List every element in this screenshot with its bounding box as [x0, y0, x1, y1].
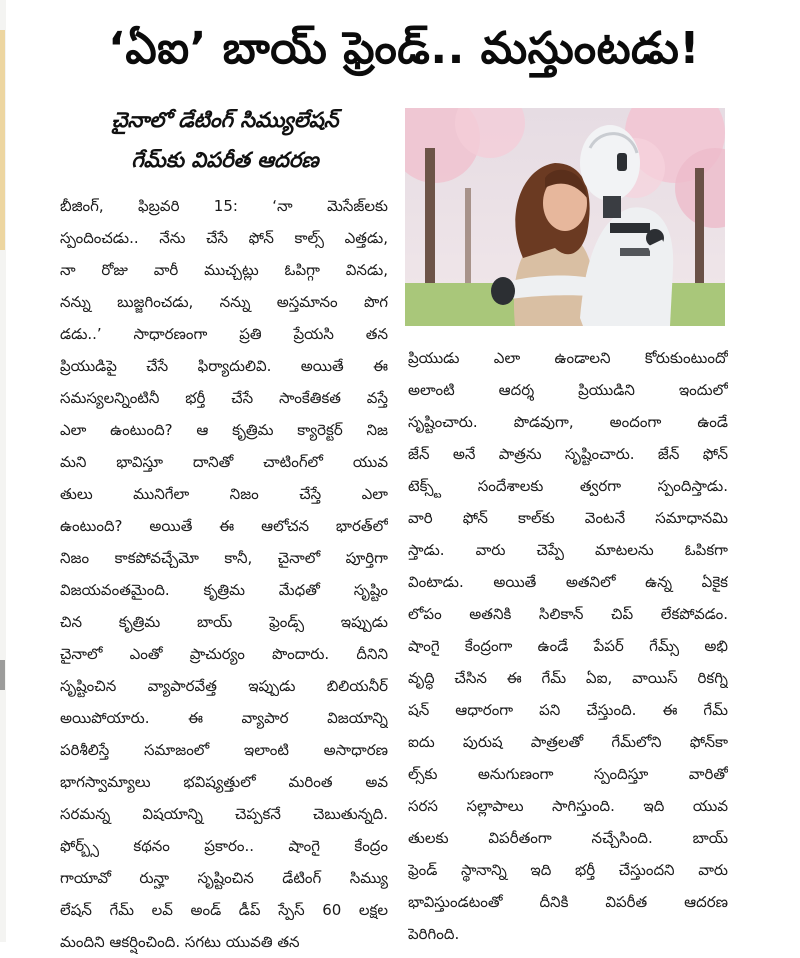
body-line: డడు..’ సాధారణంగా ప్రతి ప్రేయసి తన — [60, 325, 388, 343]
body-line: స్తాడు. వారు చెప్పే మాటలను ఓపికగా — [408, 541, 728, 559]
body-line: మని భావిస్తూ దానితో చాటింగ్‌లో యువ — [60, 453, 388, 471]
body-line: ల్స్‌కు అనుగుణంగా స్పందిస్తూ వారితో — [408, 765, 728, 783]
body-line: వారి ఫోన్‌ కాల్‌కు వెంటనే సమాధానమి — [408, 509, 728, 527]
body-line: బీజింగ్‌, ఫిబ్రవరి 15: ‘నా మెసేజ్‌లకు — [60, 197, 388, 215]
body-line: టెక్స్ట్‌ సందేశాలకు త్వరగా స్పందిస్తాడు. — [408, 477, 728, 495]
body-line: నన్ను బుజ్జగించడు, నన్ను అస్తమానం పొగ — [60, 293, 388, 311]
body-line: విజయవంతమైంది. కృత్రిమ మేధతో సృష్టిం — [60, 581, 388, 599]
body-line: చిన కృత్రిమ బాయ్‌ ఫ్రెండ్స్‌ ఇప్పుడు — [60, 613, 388, 631]
body-line: తులు మునిగేలా నిజం చేస్తే ఎలా — [60, 485, 388, 503]
body-line: వృద్ధి చేసిన ఈ గేమ్‌ ఏఐ, వాయిస్‌ రికగ్ని — [408, 669, 728, 687]
body-line: గాయావో రున్హా సృష్టించిన డేటింగ్‌ సిమ్యు — [60, 869, 388, 887]
body-line: ఎలా ఉంటుంది? ఆ కృత్రిమ క్యారెక్టర్‌ నిజ — [60, 421, 388, 439]
body-line: భాగస్వామ్యాలు భవిష్యత్తులో మరింత అవ — [60, 773, 388, 791]
body-line: సృష్టించిన వ్యాపారవేత్త ఇప్పుడు బిలియనీర్‌ — [60, 677, 388, 695]
body-line: షాంగై కేంద్రంగా ఉండే పేపర్‌ గేమ్స్‌ అభి — [408, 637, 728, 655]
body-line: స్పందించడు.. నేను చేసే ఫోన్‌ కాల్స్‌ ఎత్తడు, — [60, 229, 388, 247]
body-line: పెరిగింది. — [408, 925, 460, 943]
body-line: ఫోర్బ్స్‌ కథనం ప్రకారం.. షాంగై కేంద్రం — [60, 837, 388, 855]
article-photo — [405, 108, 725, 326]
body-line: నా రోజు వారీ ముచ్చట్లు ఓపిగ్గా వినడు, — [60, 261, 388, 279]
body-line: చైనాలో ఎంతో ప్రాచుర్యం పొందారు. దీనిని — [60, 645, 388, 663]
body-line: సరమన్న విషయాన్ని చెప్పకనే చెబుతున్నది. — [60, 805, 388, 823]
body-line: జేన్‌ అనే పాత్రను సృష్టించారు. జేన్‌ ఫోన్‌ — [408, 445, 728, 463]
body-line: మందిని ఆకర్షించింది. సగటు యువతి తన — [60, 933, 300, 951]
subheadline-line-1: చైనాలో డేటింగ్‌ సిమ్యులేషన్‌ — [111, 108, 339, 132]
article-left-column — [60, 190, 388, 958]
body-line: లేషన్‌ గేమ్‌ లవ్‌ అండ్‌ డీప్‌ స్పేస్‌ 60 లక్షల — [60, 901, 388, 919]
body-line: సృష్టించారు. పొడవుగా, అందంగా ఉండే — [408, 413, 728, 431]
body-line: ప్రియుడిపై చేసే ఫిర్యాదులివి. అయితే ఈ — [60, 357, 388, 375]
subheadline-line-2: గేమ్‌కు విపరీత ఆదరణ — [131, 148, 319, 172]
body-line: అలాంటి ఆదర్శ ప్రియుడిని ఇందులో — [408, 381, 728, 399]
body-line: తులకు విపరీతంగా నచ్చేసింది. బాయ్‌ — [408, 829, 728, 847]
body-line: లోపం అతనికి సిలికాన్‌ చిప్‌ లేకపోవడం. — [408, 605, 728, 623]
body-line: ఐదు పురుష పాత్రలతో గేమ్‌లోని ఫోన్‌కా — [408, 733, 728, 751]
body-line: అయిపోయారు. ఈ వ్యాపార విజయాన్ని — [60, 709, 388, 727]
edge-mark — [0, 660, 5, 690]
body-line: సమస్యలన్నింటినీ భర్తీ చేసే సాంకేతికత వస్తే — [60, 389, 388, 407]
body-line: ఉంటుంది? అయితే ఈ ఆలోచన భారత్‌లో — [60, 517, 388, 535]
body-line: భావిస్తుండటంతో దీనికి విపరీత ఆదరణ — [408, 893, 728, 911]
body-line: వింటాడు. అయితే అతనిలో ఉన్న ఏకైక — [408, 573, 728, 591]
body-line: సరస సల్లాపాలు సాగిస్తుంది. ఇది యువ — [408, 797, 728, 815]
body-line: ఫ్రెండ్‌ స్థానాన్ని ఇది భర్తీ చేస్తుందని వారు — [408, 861, 728, 879]
body-line: నిజం కాకపోవచ్చేమో కానీ, చైనాలో పూర్తిగా — [60, 549, 388, 567]
body-line: ప్రియుడు ఎలా ఉండాలని కోరుకుంటుందో — [408, 349, 728, 367]
body-line: షన్‌ ఆధారంగా పని చేస్తుంది. ఈ గేమ్‌ — [408, 701, 728, 719]
article-right-column — [408, 342, 728, 950]
headline: ‘ఏఐ’ బాయ్‌ ఫ్రెండ్‌.. మస్తుంటడు! — [108, 23, 700, 74]
body-line: పరిశీలిస్తే సమాజంలో ఇలాంటి అసాధారణ — [60, 741, 388, 759]
edge-mark — [0, 30, 5, 250]
